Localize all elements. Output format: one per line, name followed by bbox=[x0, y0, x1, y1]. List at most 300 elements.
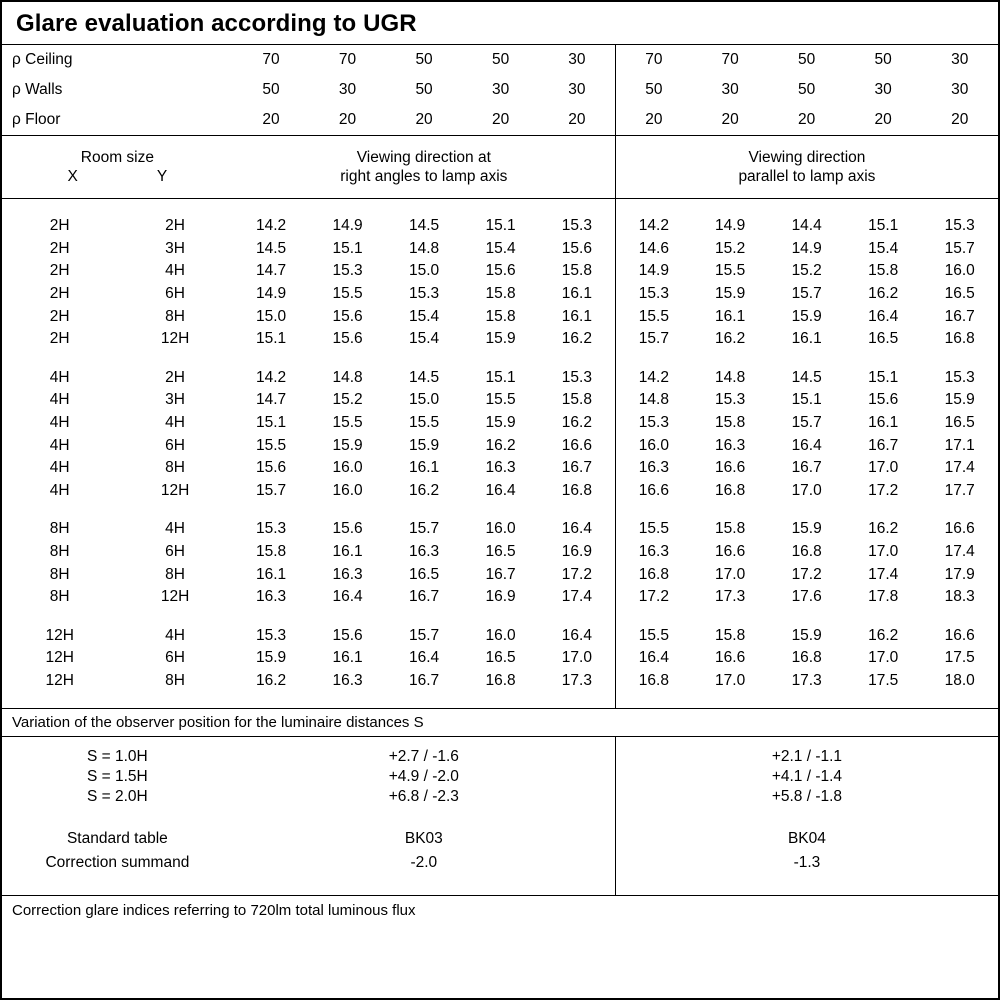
cell: 16.3 bbox=[485, 459, 516, 477]
cell: 14.2 bbox=[255, 217, 287, 235]
cell: 15.3 bbox=[944, 217, 975, 235]
room-x: 12H bbox=[45, 649, 74, 667]
variation-left-value: +4.9 / -2.0 bbox=[388, 768, 459, 786]
cell: 16.0 bbox=[485, 520, 516, 538]
correction-left: -2.0 bbox=[410, 854, 438, 872]
cell: 17.4 bbox=[868, 565, 899, 583]
page-title: Glare evaluation according to UGR bbox=[16, 10, 417, 37]
room-y: 4H bbox=[165, 626, 185, 644]
table-row bbox=[2, 625, 998, 648]
variation-note: Variation of the observer position for the luminaire distances S bbox=[12, 714, 424, 732]
room-x: 4H bbox=[49, 391, 70, 409]
cell: 16.4 bbox=[791, 436, 822, 454]
cell: 16.2 bbox=[255, 671, 287, 689]
viewing-direction-header bbox=[2, 136, 998, 198]
cell: 14.8 bbox=[615, 389, 692, 412]
table-row bbox=[2, 105, 998, 135]
cell: 15.8 bbox=[715, 626, 746, 644]
cell: 16.1 bbox=[255, 565, 287, 583]
room-y: 4H bbox=[165, 414, 185, 432]
correction-right: -1.3 bbox=[615, 851, 998, 875]
cell: 30 bbox=[568, 81, 586, 98]
cell: 16.7 bbox=[791, 459, 822, 477]
room-x: 8H bbox=[49, 520, 70, 538]
cell: 15.3 bbox=[615, 412, 692, 435]
cell: 14.2 bbox=[615, 215, 692, 238]
cell: 50 bbox=[491, 51, 510, 68]
room-y: 6H bbox=[165, 285, 185, 303]
cell: 15.1 bbox=[255, 330, 287, 348]
room-y: 4H bbox=[165, 520, 185, 538]
cell: 50 bbox=[415, 81, 433, 98]
cell: 16.4 bbox=[868, 307, 899, 325]
room-x: 2H bbox=[49, 239, 70, 257]
cell: 15.1 bbox=[791, 391, 822, 409]
cell: 17.1 bbox=[944, 436, 975, 454]
variation-table bbox=[2, 737, 998, 895]
cell: 16.1 bbox=[791, 330, 822, 348]
room-size-y-label: Y bbox=[156, 168, 168, 185]
cell: 16.4 bbox=[615, 647, 692, 670]
standard-table-right: BK04 bbox=[615, 827, 998, 851]
spacer-row bbox=[2, 885, 998, 895]
cell: 17.5 bbox=[944, 649, 975, 667]
cell: 15.6 bbox=[332, 520, 363, 538]
cell: 15.7 bbox=[791, 414, 822, 432]
table-row bbox=[2, 586, 998, 609]
cell: 15.3 bbox=[255, 626, 287, 644]
variation-left-value: +6.8 / -2.3 bbox=[388, 788, 459, 806]
room-y: 2H bbox=[165, 368, 185, 386]
cell: 16.9 bbox=[485, 588, 516, 606]
cell: 14.5 bbox=[408, 368, 440, 386]
cell: 14.9 bbox=[791, 239, 822, 257]
cell: 14.8 bbox=[332, 368, 363, 386]
cell: 15.2 bbox=[332, 391, 363, 409]
cell: 16.7 bbox=[561, 459, 592, 477]
cell: 17.0 bbox=[561, 649, 592, 667]
cell: 16.2 bbox=[408, 481, 440, 499]
cell: 15.9 bbox=[791, 520, 822, 538]
cell: 15.4 bbox=[868, 239, 899, 257]
cell: 15.3 bbox=[944, 368, 975, 386]
table-row bbox=[2, 328, 998, 351]
room-x: 4H bbox=[49, 414, 70, 432]
cell: 15.3 bbox=[561, 368, 592, 386]
cell: 16.7 bbox=[944, 307, 975, 325]
cell: 18.3 bbox=[944, 588, 975, 606]
cell: 15.6 bbox=[332, 626, 363, 644]
cell: 15.9 bbox=[791, 626, 822, 644]
room-y: 3H bbox=[165, 391, 185, 409]
table-row bbox=[2, 434, 998, 457]
table-row bbox=[2, 670, 998, 693]
cell: 17.3 bbox=[791, 671, 822, 689]
cell: 17.2 bbox=[615, 586, 692, 609]
room-y: 6H bbox=[165, 649, 185, 667]
room-x: 8H bbox=[49, 565, 70, 583]
cell: 16.1 bbox=[561, 307, 592, 325]
cell: 70 bbox=[721, 51, 739, 68]
cell: 15.4 bbox=[408, 307, 440, 325]
cell: 15.0 bbox=[408, 262, 440, 280]
cell: 16.4 bbox=[561, 626, 592, 644]
room-x: 8H bbox=[49, 588, 70, 606]
cell: 15.6 bbox=[255, 459, 287, 477]
cell: 16.6 bbox=[715, 543, 746, 561]
cell: 15.7 bbox=[615, 328, 692, 351]
reflectance-table bbox=[2, 45, 998, 135]
table-row bbox=[2, 767, 998, 787]
cell: 15.7 bbox=[791, 285, 822, 303]
table-row bbox=[2, 136, 998, 198]
cell: 16.5 bbox=[944, 414, 975, 432]
cell: 15.3 bbox=[332, 262, 363, 280]
table-row bbox=[2, 563, 998, 586]
variation-right-value: +5.8 / -1.8 bbox=[615, 787, 998, 807]
cell: 14.9 bbox=[615, 260, 692, 283]
cell: 16.0 bbox=[332, 481, 363, 499]
cell: 15.3 bbox=[255, 520, 287, 538]
cell: 14.9 bbox=[255, 285, 287, 303]
cell: 17.0 bbox=[791, 481, 822, 499]
cell: 17.4 bbox=[561, 588, 592, 606]
cell: 20 bbox=[262, 111, 280, 128]
cell: 20 bbox=[568, 111, 586, 128]
cell: 17.9 bbox=[944, 565, 975, 583]
cell: 17.0 bbox=[868, 543, 899, 561]
cell: 16.8 bbox=[944, 330, 975, 348]
table-row bbox=[2, 260, 998, 283]
cell: 15.6 bbox=[561, 239, 592, 257]
cell: 15.1 bbox=[868, 217, 899, 235]
cell: 15.4 bbox=[408, 330, 440, 348]
cell: 16.3 bbox=[615, 457, 692, 480]
cell: 15.5 bbox=[615, 625, 692, 648]
cell: 20 bbox=[415, 111, 433, 128]
cell: 15.9 bbox=[485, 330, 516, 348]
table-row bbox=[2, 215, 998, 238]
cell: 15.8 bbox=[255, 543, 287, 561]
cell: 30 bbox=[874, 81, 892, 98]
table-row bbox=[2, 457, 998, 480]
room-y: 4H bbox=[165, 262, 185, 280]
cell: 16.5 bbox=[485, 649, 516, 667]
cell: 16.0 bbox=[485, 626, 516, 644]
variation-label: S = 1.0H bbox=[87, 748, 148, 766]
cell: 16.1 bbox=[561, 285, 592, 303]
cell: 14.9 bbox=[332, 217, 363, 235]
cell: 16.3 bbox=[715, 436, 746, 454]
cell: 20 bbox=[874, 111, 892, 128]
cell: 17.3 bbox=[715, 588, 746, 606]
room-x: 12H bbox=[45, 626, 74, 644]
room-y: 8H bbox=[165, 459, 185, 477]
cell: 16.0 bbox=[944, 262, 975, 280]
cell: 16.5 bbox=[485, 543, 516, 561]
cell: 15.6 bbox=[332, 307, 363, 325]
cell: 16.9 bbox=[561, 543, 592, 561]
room-y: 12H bbox=[160, 330, 190, 348]
cell: 15.9 bbox=[408, 436, 440, 454]
table-row bbox=[2, 389, 998, 412]
standard-table-left: BK03 bbox=[404, 830, 443, 848]
cell: 15.3 bbox=[615, 283, 692, 306]
room-size-x-label: X bbox=[67, 168, 78, 185]
cell: 50 bbox=[874, 51, 892, 68]
table-row bbox=[2, 305, 998, 328]
room-x: 2H bbox=[49, 285, 70, 303]
room-y: 8H bbox=[165, 565, 185, 583]
cell: 16.3 bbox=[332, 565, 363, 583]
cell: 14.7 bbox=[255, 391, 287, 409]
cell: 17.2 bbox=[791, 565, 822, 583]
cell: 16.2 bbox=[868, 520, 899, 538]
cell: 14.2 bbox=[615, 367, 692, 390]
cell: 16.2 bbox=[561, 414, 592, 432]
cell: 16.1 bbox=[408, 459, 440, 477]
room-x: 4H bbox=[49, 368, 70, 386]
cell: 50 bbox=[798, 81, 816, 98]
cell: 20 bbox=[721, 111, 739, 128]
variation-label: S = 2.0H bbox=[87, 788, 148, 806]
cell: 15.1 bbox=[485, 368, 516, 386]
variation-left-value: +2.7 / -1.6 bbox=[388, 748, 459, 766]
room-y: 12H bbox=[160, 588, 190, 606]
table-row bbox=[2, 518, 998, 541]
standard-table-label: Standard table bbox=[66, 830, 168, 848]
cell: 15.5 bbox=[485, 391, 516, 409]
cell: 17.2 bbox=[868, 481, 899, 499]
cell: 14.4 bbox=[791, 217, 822, 235]
cell: 15.8 bbox=[715, 520, 746, 538]
cell: 16.6 bbox=[715, 649, 746, 667]
cell: 16.7 bbox=[868, 436, 899, 454]
row-label: ρ Ceiling bbox=[12, 51, 73, 68]
cell: 16.0 bbox=[332, 459, 363, 477]
cell: 15.9 bbox=[715, 285, 746, 303]
table-row bbox=[2, 367, 998, 390]
cell: 15.5 bbox=[255, 436, 287, 454]
cell: 15.1 bbox=[332, 239, 363, 257]
cell: 20 bbox=[338, 111, 357, 128]
ugr-data-table bbox=[2, 199, 998, 708]
cell: 17.2 bbox=[561, 565, 592, 583]
cell: 15.3 bbox=[715, 391, 746, 409]
cell: 16.8 bbox=[791, 543, 822, 561]
room-y: 8H bbox=[165, 307, 185, 325]
cell: 70 bbox=[615, 45, 692, 75]
cell: 17.0 bbox=[868, 649, 899, 667]
table-row bbox=[2, 238, 998, 261]
cell: 16.6 bbox=[944, 626, 975, 644]
cell: 16.7 bbox=[408, 671, 440, 689]
room-x: 4H bbox=[49, 459, 70, 477]
cell: 30 bbox=[491, 81, 510, 98]
table-row bbox=[2, 480, 998, 503]
cell: 16.7 bbox=[408, 588, 440, 606]
cell: 30 bbox=[568, 51, 586, 68]
table-row bbox=[2, 787, 998, 807]
cell: 20 bbox=[615, 105, 692, 135]
cell: 17.8 bbox=[868, 588, 899, 606]
cell: 50 bbox=[798, 51, 816, 68]
cell: 15.8 bbox=[561, 262, 592, 280]
spacer-row bbox=[2, 502, 998, 518]
spacer-row bbox=[2, 199, 998, 215]
cell: 16.8 bbox=[485, 671, 516, 689]
cell: 15.8 bbox=[485, 307, 516, 325]
cell: 15.4 bbox=[485, 239, 516, 257]
cell: 15.3 bbox=[408, 285, 440, 303]
row-label: ρ Walls bbox=[12, 81, 63, 98]
cell: 16.6 bbox=[615, 480, 692, 503]
cell: 15.9 bbox=[485, 414, 516, 432]
table-row bbox=[2, 747, 998, 767]
cell: 16.5 bbox=[944, 285, 975, 303]
room-x: 2H bbox=[49, 330, 70, 348]
cell: 15.6 bbox=[868, 391, 899, 409]
variation-right-value: +2.1 / -1.1 bbox=[615, 747, 998, 767]
cell: 70 bbox=[338, 51, 357, 68]
row-label: ρ Floor bbox=[12, 111, 61, 128]
cell: 16.6 bbox=[944, 520, 975, 538]
cell: 30 bbox=[721, 81, 739, 98]
room-y: 6H bbox=[165, 543, 185, 561]
cell: 15.1 bbox=[255, 414, 287, 432]
cell: 15.3 bbox=[561, 217, 592, 235]
spacer-row bbox=[2, 351, 998, 367]
cell: 16.8 bbox=[561, 481, 592, 499]
room-x: 12H bbox=[45, 671, 74, 689]
cell: 15.7 bbox=[944, 239, 975, 257]
cell: 16.2 bbox=[715, 330, 746, 348]
header-line: Viewing direction at bbox=[356, 148, 491, 166]
cell: 14.8 bbox=[408, 239, 440, 257]
variation-label: S = 1.5H bbox=[87, 768, 148, 786]
cell: 16.2 bbox=[485, 436, 516, 454]
cell: 20 bbox=[491, 111, 510, 128]
room-y: 6H bbox=[165, 436, 185, 454]
cell: 16.2 bbox=[561, 330, 592, 348]
cell: 15.2 bbox=[715, 239, 746, 257]
cell: 16.5 bbox=[868, 330, 899, 348]
table-row bbox=[2, 45, 998, 75]
cell: 16.1 bbox=[332, 543, 363, 561]
cell: 14.8 bbox=[715, 368, 746, 386]
cell: 15.5 bbox=[615, 305, 692, 328]
cell: 15.7 bbox=[408, 520, 440, 538]
cell: 15.8 bbox=[561, 391, 592, 409]
header-line: parallel to lamp axis bbox=[738, 168, 876, 185]
cell: 16.4 bbox=[332, 588, 363, 606]
room-y: 3H bbox=[165, 239, 185, 257]
cell: 15.7 bbox=[408, 626, 440, 644]
cell: 15.7 bbox=[255, 481, 287, 499]
spacer-row bbox=[2, 875, 998, 885]
cell: 15.9 bbox=[791, 307, 822, 325]
cell: 18.0 bbox=[944, 671, 975, 689]
cell: 14.5 bbox=[255, 239, 287, 257]
cell: 15.2 bbox=[791, 262, 822, 280]
cell: 17.0 bbox=[868, 459, 899, 477]
cell: 16.8 bbox=[615, 563, 692, 586]
cell: 16.6 bbox=[715, 459, 746, 477]
cell: 17.4 bbox=[944, 543, 975, 561]
room-y: 8H bbox=[165, 671, 185, 689]
cell: 15.1 bbox=[868, 368, 899, 386]
cell: 14.5 bbox=[408, 217, 440, 235]
cell: 15.9 bbox=[332, 436, 363, 454]
cell: 17.7 bbox=[944, 481, 975, 499]
cell: 15.5 bbox=[332, 285, 363, 303]
cell: 17.0 bbox=[715, 671, 746, 689]
cell: 15.8 bbox=[715, 414, 746, 432]
room-x: 2H bbox=[49, 307, 70, 325]
cell: 16.1 bbox=[715, 307, 746, 325]
cell: 15.0 bbox=[255, 307, 287, 325]
cell: 16.4 bbox=[408, 649, 440, 667]
cell: 15.0 bbox=[408, 391, 440, 409]
cell: 30 bbox=[951, 81, 969, 98]
cell: 15.5 bbox=[332, 414, 363, 432]
table-row bbox=[2, 647, 998, 670]
cell: 16.4 bbox=[561, 520, 592, 538]
cell: 16.8 bbox=[715, 481, 746, 499]
cell: 14.7 bbox=[255, 262, 287, 280]
room-x: 2H bbox=[49, 262, 70, 280]
cell: 14.6 bbox=[615, 238, 692, 261]
cell: 16.2 bbox=[868, 285, 899, 303]
cell: 15.6 bbox=[485, 262, 516, 280]
cell: 15.9 bbox=[944, 391, 975, 409]
cell: 15.9 bbox=[255, 649, 287, 667]
cell: 16.2 bbox=[868, 626, 899, 644]
cell: 17.4 bbox=[944, 459, 975, 477]
cell: 14.5 bbox=[791, 368, 822, 386]
cell: 16.3 bbox=[615, 541, 692, 564]
cell: 16.8 bbox=[615, 670, 692, 693]
spacer-row bbox=[2, 807, 998, 817]
table-row bbox=[2, 412, 998, 435]
table-row bbox=[2, 75, 998, 105]
cell: 15.8 bbox=[868, 262, 899, 280]
header-line: Viewing direction bbox=[748, 148, 866, 166]
room-size-header bbox=[2, 136, 233, 198]
cell: 16.5 bbox=[408, 565, 440, 583]
table-row bbox=[2, 851, 998, 875]
cell: 15.8 bbox=[485, 285, 516, 303]
cell: 15.5 bbox=[615, 518, 692, 541]
room-size-label: Room size bbox=[80, 148, 154, 166]
cell: 16.7 bbox=[485, 565, 516, 583]
room-x: 4H bbox=[49, 481, 70, 499]
spacer-row bbox=[2, 817, 998, 827]
cell: 16.6 bbox=[561, 436, 592, 454]
footer-note: Correction glare indices referring to 720lm total luminous flux bbox=[12, 902, 416, 920]
cell: 16.0 bbox=[615, 434, 692, 457]
cell: 15.1 bbox=[485, 217, 516, 235]
table-row bbox=[2, 827, 998, 851]
cell: 70 bbox=[262, 51, 280, 68]
cell: 15.6 bbox=[332, 330, 363, 348]
cell: 50 bbox=[615, 75, 692, 105]
cell: 16.8 bbox=[791, 649, 822, 667]
spacer-row bbox=[2, 737, 998, 747]
viewing-direction-parallel-header bbox=[615, 136, 998, 198]
room-x: 8H bbox=[49, 543, 70, 561]
correction-summand-label: Correction summand bbox=[45, 854, 190, 872]
